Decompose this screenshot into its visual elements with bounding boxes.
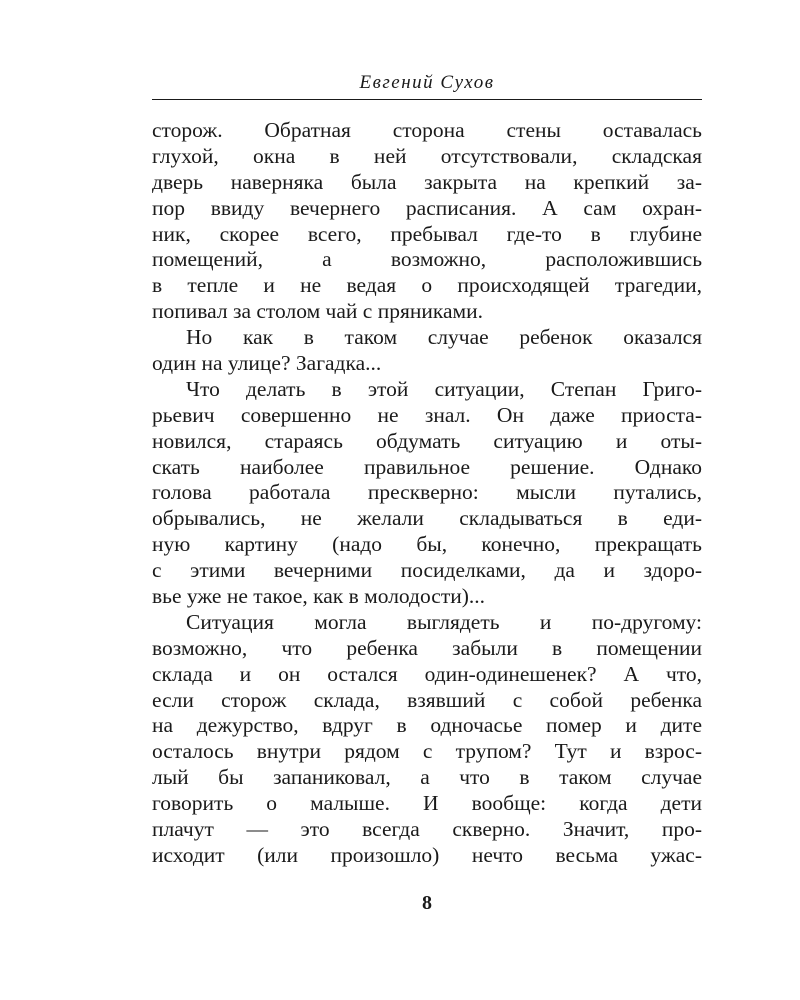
text-line: с этими вечерними посиделками, да и здоро- bbox=[152, 558, 702, 583]
page-number: 8 bbox=[422, 892, 432, 914]
text-line: на дежурство, вдруг в одночасье помер и дите bbox=[152, 713, 702, 738]
text-line: говорить о малыше. И вообще: когда дети bbox=[152, 791, 702, 816]
text-line: голова работала прескверно: мысли путались, bbox=[152, 480, 702, 505]
text-line: склада и он остался один-одинешенек? А что, bbox=[152, 661, 702, 686]
text-line: Но как в таком случае ребенок оказался bbox=[186, 325, 702, 350]
text-line: если сторож склада, взявший с собой ребенка bbox=[152, 687, 702, 712]
text-line: новился, стараясь обдумать ситуацию и оты- bbox=[152, 428, 702, 453]
text-line: скать наиболее правильное решение. Однако bbox=[152, 454, 702, 479]
text-line: вье уже не такое, как в молодости)... bbox=[152, 584, 486, 609]
text-line: помещений, а возможно, расположившись bbox=[152, 247, 702, 272]
text-line: исходит (или произошло) нечто весьма ужас- bbox=[152, 842, 702, 867]
text-line: ник, скорее всего, пребывал где-то в глубине bbox=[152, 221, 702, 246]
text-line: обрывались, не желали складываться в еди- bbox=[152, 506, 702, 531]
text-line: пор ввиду вечернего расписания. А сам охран- bbox=[152, 195, 702, 220]
text-line: попивал за столом чай с пряниками. bbox=[152, 299, 484, 324]
text-line: плачут — это всегда скверно. Значит, про- bbox=[152, 817, 702, 842]
running-header-author: Евгений Сухов bbox=[359, 72, 495, 93]
text-line: осталось внутри рядом с трупом? Тут и взрос- bbox=[152, 739, 702, 764]
text-line: глухой, окна в ней отсутствовали, складская bbox=[152, 143, 702, 168]
text-line: в тепле и не ведая о происходящей трагедии, bbox=[152, 273, 702, 298]
text-line: один на улице? Загадка... bbox=[152, 351, 382, 376]
header-divider bbox=[152, 99, 702, 100]
text-line: возможно, что ребенка забыли в помещении bbox=[152, 635, 702, 660]
text-line: Что делать в этой ситуации, Степан Григо- bbox=[186, 376, 702, 401]
text-line: лый бы запаниковал, а что в таком случае bbox=[152, 765, 702, 790]
text-line: Ситуация могла выглядеть и по-другому: bbox=[186, 609, 702, 634]
text-line: рьевич совершенно не знал. Он даже приоста- bbox=[152, 402, 702, 427]
page-body-text bbox=[152, 118, 702, 869]
text-line: ную картину (надо бы, конечно, прекращать bbox=[152, 532, 702, 557]
text-line: дверь наверняка была закрыта на крепкий за- bbox=[152, 169, 702, 194]
text-line: сторож. Обратная сторона стены оставалась bbox=[152, 118, 702, 142]
